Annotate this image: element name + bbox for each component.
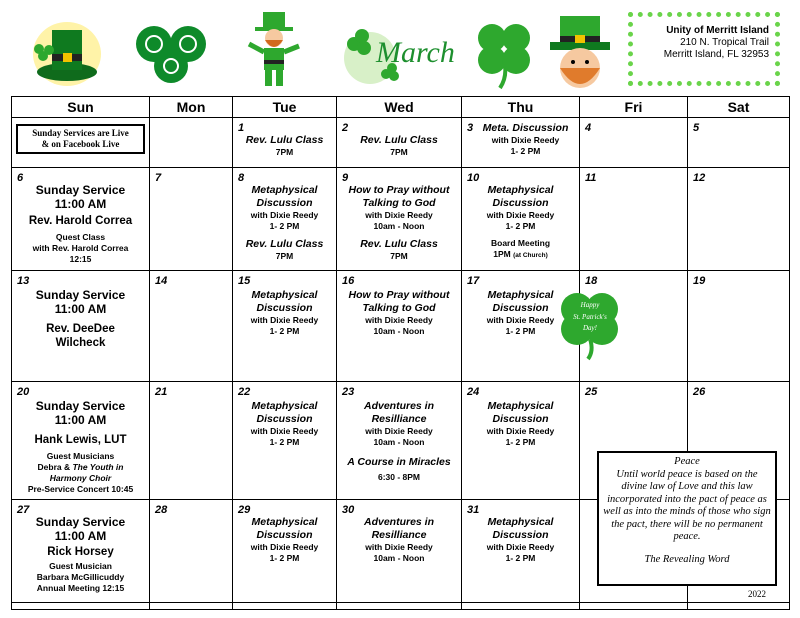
day-cell [12,382,150,500]
day-number: 31 [467,504,480,516]
weekday-wed: Wed [337,97,462,118]
church-address-box [628,12,780,86]
day-cell [150,271,233,382]
event-title: Sunday Service [35,183,126,197]
day-number: 4 [585,122,592,134]
day-number: 1 [238,122,245,134]
event-host: with Rev. Harold Correa [32,243,129,253]
event-time: Annual Meeting 12:15 [36,583,125,593]
leprechaun-icon [243,10,305,90]
event-title: Rev. Lulu Class [360,238,438,250]
shamrock-icon [474,16,534,90]
event-title: Sunday Service [35,515,126,529]
event-time: 7PM [275,251,294,261]
day-number: 6 [17,172,24,184]
event-title: Rev. Lulu Class [360,134,438,146]
event-title: Resilliance [371,529,427,541]
week-row-6 [12,603,790,610]
march-title-text: March [376,36,455,69]
day-cell-empty [233,603,337,610]
day-cell [580,168,688,271]
day-number: 20 [17,386,30,398]
st-patricks-text: St. Patrick's [573,313,607,321]
day-cell [688,118,790,168]
day-cell [150,168,233,271]
event-title: Board Meeting [490,238,551,248]
event-title: Discussion [492,413,549,425]
day-cell-empty [12,603,150,610]
church-street: 210 N. Tropical Trail [680,37,769,48]
day-number: 22 [238,386,251,398]
day-cell [233,500,337,603]
event-host: with Dixie Reedy [250,426,319,436]
event-title: Talking to God [362,302,436,314]
event-time: 1- 2 PM [269,221,300,231]
day-number: 27 [17,504,30,516]
day-cell [580,118,688,168]
calendar-year: 2022 [748,589,766,599]
event-title: Sunday Service [35,399,126,413]
calendar-header [0,0,800,95]
day-cell [462,500,580,603]
event-host: with Dixie Reedy [491,135,560,145]
event-title: Discussion [492,302,549,314]
event-time: 1- 2 PM [269,326,300,336]
event-title: Adventures in [363,516,434,528]
event-time: 7PM [275,147,294,157]
day-number: 9 [342,172,349,184]
day-number: 21 [155,386,168,398]
day-number: 26 [693,386,706,398]
week-row-1 [12,118,790,168]
peace-quote-source: The Revealing Word [644,553,730,565]
day-number: 11 [585,172,597,184]
peace-quote-title: Peace [674,456,700,467]
st-patricks-text: Day! [583,324,597,332]
day-cell [150,500,233,603]
day-number: 8 [238,172,245,184]
day-cell [337,382,462,500]
day-number: 2 [342,122,349,134]
event-host: with Dixie Reedy [250,542,319,552]
event-host: with Dixie Reedy [365,210,433,220]
event-speaker: Rev. Harold Correa [28,215,133,227]
event-title: Rev. Lulu Class [245,238,324,250]
event-time: 1PM [493,249,511,259]
event-time: Pre-Service Concert 10:45 [27,484,134,494]
event-speaker: Rev. DeeDee [46,323,115,335]
day-cell [462,168,580,271]
day-cell [688,168,790,271]
event-host: with Dixie Reedy [486,542,555,552]
event-title: Discussion [492,529,549,541]
event-speaker: Hank Lewis, LUT [34,434,127,446]
event-title: Resilliance [371,413,427,425]
day-number: 5 [693,122,700,134]
event-host: with Dixie Reedy [365,315,433,325]
event-title: Metaphysical [251,184,318,196]
day-cell [12,118,150,168]
day-cell [337,271,462,382]
weekday-sun: Sun [12,97,150,118]
event-time: 1- 2 PM [505,553,536,563]
day-cell [337,500,462,603]
event-title: Guest Musician [49,561,112,571]
day-number: 19 [693,275,706,287]
day-number: 16 [342,275,355,287]
day-number: 18 [585,275,598,287]
day-cell [150,382,233,500]
day-number: 29 [238,504,251,516]
event-title: A Course in Miracles [347,456,451,468]
event-time: 11:00 AM [54,413,107,427]
event-title: How to Pray without [348,289,450,301]
week-row-2 [12,168,790,271]
weekday-header-row [12,97,790,118]
day-cell-empty [150,118,233,168]
day-cell [573,271,688,382]
event-title: Discussion [256,529,313,541]
event-time: 12:15 [69,254,92,264]
event-title: Metaphysical [487,289,554,301]
event-title: Quest Class [55,232,106,242]
day-number: 15 [238,275,251,287]
event-host: with Dixie Reedy [486,426,555,436]
day-number: 3 [467,122,474,134]
event-musician: The Youth in [72,462,124,472]
day-number: 10 [467,172,480,184]
event-time: 10am - Noon [373,437,425,447]
event-time: 1- 2 PM [505,326,536,336]
event-time: 6:30 - 8PM [377,472,421,482]
event-title: Talking to God [362,197,436,209]
event-title: Metaphysical [487,516,554,528]
day-cell [337,168,462,271]
event-title: Metaphysical [487,400,554,412]
day-cell [688,271,790,382]
day-number: 28 [155,504,168,516]
event-musician: Barbara McGillicuddy [36,572,125,582]
event-time: 1- 2 PM [505,437,536,447]
week-row-3 [12,271,790,382]
weekday-tue: Tue [233,97,337,118]
event-time: 1- 2 PM [269,437,300,447]
event-time: 7PM [390,147,408,157]
event-title: Metaphysical [251,516,318,528]
day-number: 25 [585,386,598,398]
event-title: How to Pray without [348,184,450,196]
day-cell-empty [462,603,580,610]
event-title: Metaphysical [251,400,318,412]
event-title: Sunday Service [35,288,126,302]
event-musician: Harmony Choir [49,473,112,483]
weekday-fri: Fri [580,97,688,118]
event-time: 1- 2 PM [269,553,300,563]
day-cell [462,118,580,168]
weekday-thu: Thu [462,97,580,118]
event-host: with Dixie Reedy [365,426,433,436]
day-cell [12,271,150,382]
day-cell [233,271,337,382]
event-host: with Dixie Reedy [486,315,555,325]
day-number: 14 [155,275,168,287]
day-cell-empty [337,603,462,610]
day-cell-empty [688,603,790,610]
st-patricks-shamrock-icon [558,289,622,361]
event-host: with Dixie Reedy [250,210,319,220]
day-cell [233,382,337,500]
event-time: 1- 2 PM [510,146,541,156]
day-cell [12,500,150,603]
event-title: Discussion [492,197,549,209]
day-cell-empty [580,603,688,610]
day-number: 17 [467,275,480,287]
day-number: 13 [17,275,30,287]
event-title: Metaphysical [487,184,554,196]
event-title: Metaphysical [251,289,318,301]
day-cell [233,168,337,271]
peace-quote-body: Until world peace is based on the divine law of Love and this law incorporated into the pact of peace as well as into the minds of those who sign the pact, there will be no permanent peace. [603,468,771,542]
event-title: Discussion [256,197,313,209]
day-number: 7 [155,172,162,184]
event-time: 1- 2 PM [505,221,536,231]
event-title: Adventures in [363,400,434,412]
leprechaun-hat-icon [30,10,105,88]
day-cell [337,118,462,168]
church-name: Unity of Merritt Island [666,25,769,36]
peace-quote-box [597,451,777,586]
event-title: Guest Musicians [46,451,115,461]
weekday-mon: Mon [150,97,233,118]
event-time: 11:00 AM [54,197,107,211]
day-number: 12 [693,172,706,184]
weekday-sat: Sat [688,97,790,118]
church-city: Merritt Island, FL 32953 [663,49,769,60]
event-speaker: Rick Horsey [47,546,114,558]
facebook-live-note: Sunday Services are Live & on Facebook Live [16,124,145,154]
event-speaker: Wilcheck [55,337,106,349]
celtic-shamrock-icon [132,14,212,86]
event-host: with Dixie Reedy [365,542,433,552]
st-patricks-text: Happy [580,301,600,309]
march-title-art [340,16,455,94]
day-cell-empty [150,603,233,610]
event-musician: Debra & [37,462,71,472]
day-number: 23 [342,386,355,398]
day-cell [462,382,580,500]
event-title: Discussion [256,413,313,425]
event-time: 10am - Noon [373,221,425,231]
day-number: 30 [342,504,355,516]
event-host: with Dixie Reedy [486,210,555,220]
day-cell [233,118,337,168]
event-time: 7PM [390,251,408,261]
event-time: 11:00 AM [54,302,107,316]
event-title: Meta. Discussion [482,122,569,134]
event-time: 10am - Noon [373,553,425,563]
day-cell [12,168,150,271]
day-number: 24 [467,386,480,398]
event-time: 10am - Noon [373,326,425,336]
event-host: with Dixie Reedy [250,315,319,325]
leprechaun-face-icon [548,14,613,94]
event-title: Discussion [256,302,313,314]
event-title: Rev. Lulu Class [245,134,324,146]
event-time: 11:00 AM [54,529,107,543]
event-location: (at Church) [513,252,548,259]
